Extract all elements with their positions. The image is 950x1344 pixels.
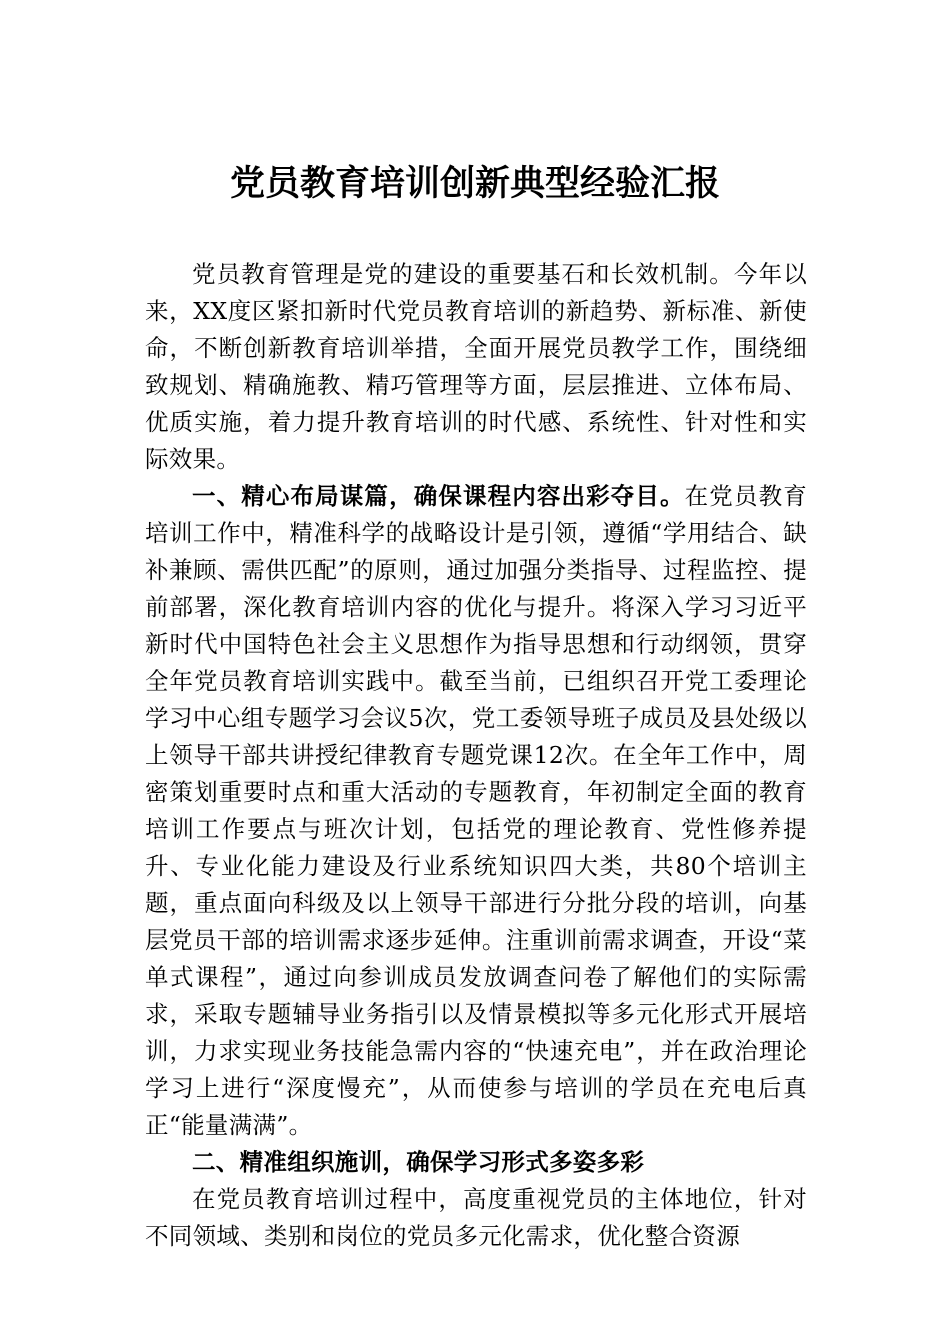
section-2-paragraph: 在党员教育培训过程中，高度重视党员的主体地位，针对不同领域、类别和岗位的党员多元化需求，优化整合资源 [145,1185,807,1250]
intro-paragraph: 党员教育管理是党的建设的重要基石和长效机制。今年以来，XX度区紧扣新时代党员教育培训的新趋势、新标准、新使命，不断创新教育培训举措，全面开展党员教学工作，围绕细致规划、精确施教、精巧管理等方面，层层推进、立体布局、优质实施，着力提升教育培训的时代感、系统性、针对性和实际效果。 [145,260,807,473]
section-2-heading: 二、精准组织施训，确保学习形式多姿多彩 [192,1148,645,1176]
section-1-paragraph [145,478,807,1144]
section-1-body: 在党员教育培训工作中，精准科学的战略设计是引领，遵循“学用结合、缺补兼顾、需供匹配”的原则，通过加强分类指导、过程监控、提前部署，深化教育培训内容的优化与提升。将深入学习习近平新时代中国特色社会主义思想作为指导思想和行动纲领，贯穿全年党员教育培训实践中。截至当前，已组织召开党工委理论学习中心组专题学习会议5次，党工委领导班子成员及县处级以上领导干部共讲授纪律教育专题党课12次。在全年工作中，周密策划重要时点和重大活动的专题教育，年初制定全面的教育培训工作要点与班次计划，包括党的理论教育、党性修养提升、专业化能力建设及行业系统知识四大类，共80个培训主题，重点面向科级及以上领导干部进行分批分段的培训，向基层党员干部的培训需求逐步延伸。注重训前需求调查，开设“菜单式课程”，通过向参训成员发放调查问卷了解他们的实际需求，采取专题辅导业务指引以及情景模拟等多元化形式开展培训，力求实现业务技能急需内容的“快速充电”，并在政治理论学习上进行“深度慢充”，从而使参与培训的学员在充电后真正“能量满满”。 [145,482,808,1139]
document-title: 党员教育培训创新典型经验汇报 [229,163,720,204]
document-body [145,256,807,1255]
section-1-heading: 一、精心布局谋篇，确保课程内容出彩夺目。 [192,482,685,510]
